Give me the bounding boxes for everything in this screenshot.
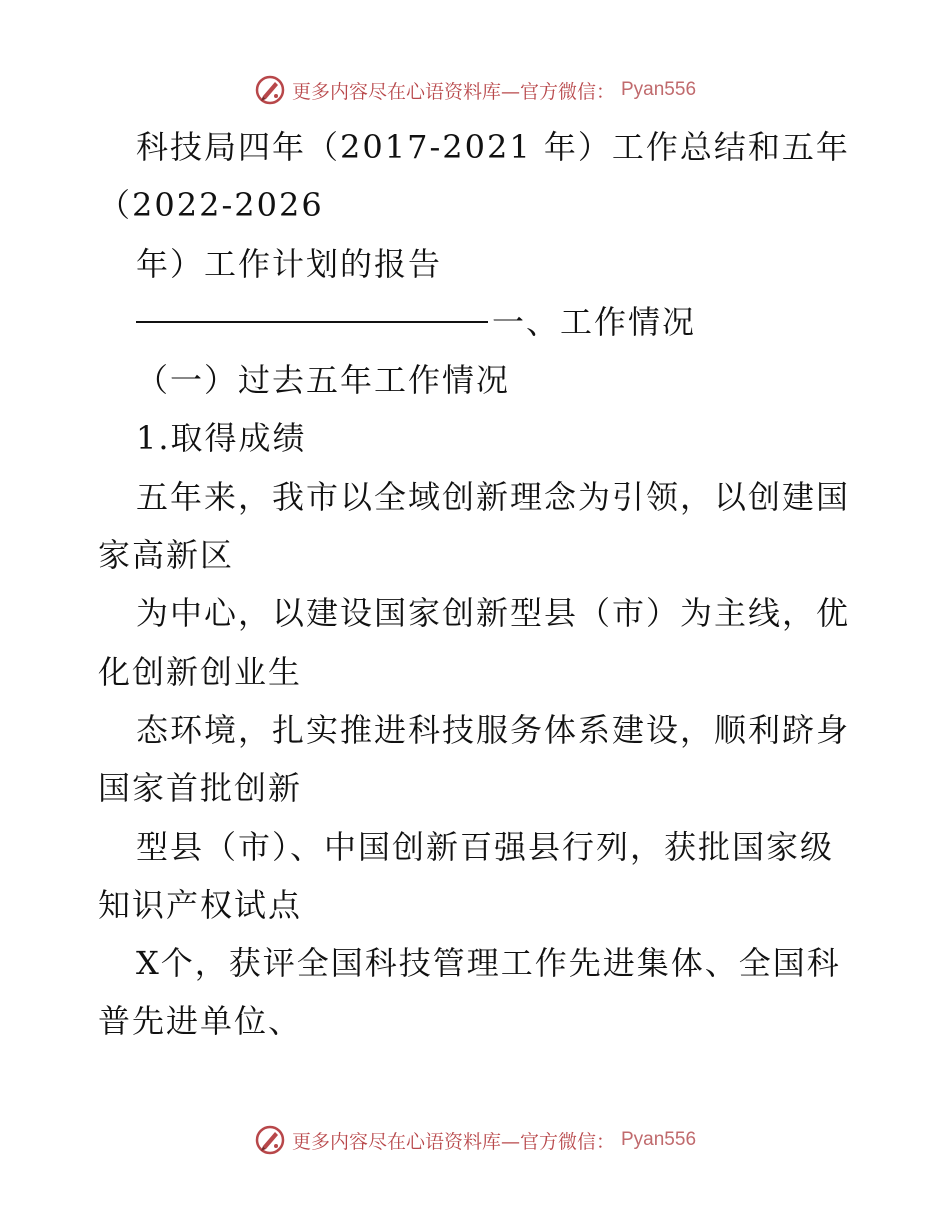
pen-seal-logo-icon	[254, 74, 286, 106]
paragraph-line: 国家首批创新	[98, 769, 303, 808]
paragraph-line: 态环境，扎实推进科技服务体系建设，顺利跻身	[136, 710, 851, 749]
footer-banner-text: 更多内容尽在心语资料库—官方微信：	[291, 1130, 615, 1153]
section-heading: 一、工作情况	[492, 302, 697, 341]
footer-banner-wechat-id: Pyan556	[621, 1129, 697, 1150]
paragraph-line: 为中心，以建设国家创新型县（市）为主线，优	[136, 594, 851, 633]
document-body	[98, 118, 858, 1051]
header-banner-wechat-id: Pyan556	[621, 79, 697, 100]
header-banner	[0, 70, 950, 110]
paragraph-line: 普先进单位、	[98, 1002, 303, 1041]
paragraph-line: X个，获评全国科技管理工作先进集体、全国科	[136, 944, 841, 983]
item-heading: 1.取得成绩	[136, 419, 307, 458]
title-line-1: 科技局四年（2017-2021 年）工作总结和五年	[136, 128, 850, 166]
paragraph-line: 五年来，我市以全域创新理念为引领，以创建国	[136, 477, 851, 516]
heading-rule	[136, 321, 488, 323]
paragraph-line: 型县（市）、中国创新百强县行列，获批国家级	[136, 827, 835, 866]
paragraph-line: 知识产权试点	[98, 885, 303, 924]
subsection-heading: （一）过去五年工作情况	[136, 361, 511, 400]
footer-banner-inner	[254, 1124, 696, 1156]
section-heading-line	[98, 293, 858, 351]
paragraph-line: 家高新区	[98, 536, 235, 575]
pen-seal-logo-icon	[254, 1124, 286, 1156]
footer-banner	[0, 1120, 950, 1160]
title-line-3: 年）工作计划的报告	[136, 244, 443, 283]
paragraph-line: 化创新创业生	[98, 652, 303, 691]
header-banner-text: 更多内容尽在心语资料库—官方微信：	[291, 80, 615, 103]
header-banner-inner	[254, 74, 696, 106]
title-line-2: （2022-2026	[98, 186, 324, 225]
